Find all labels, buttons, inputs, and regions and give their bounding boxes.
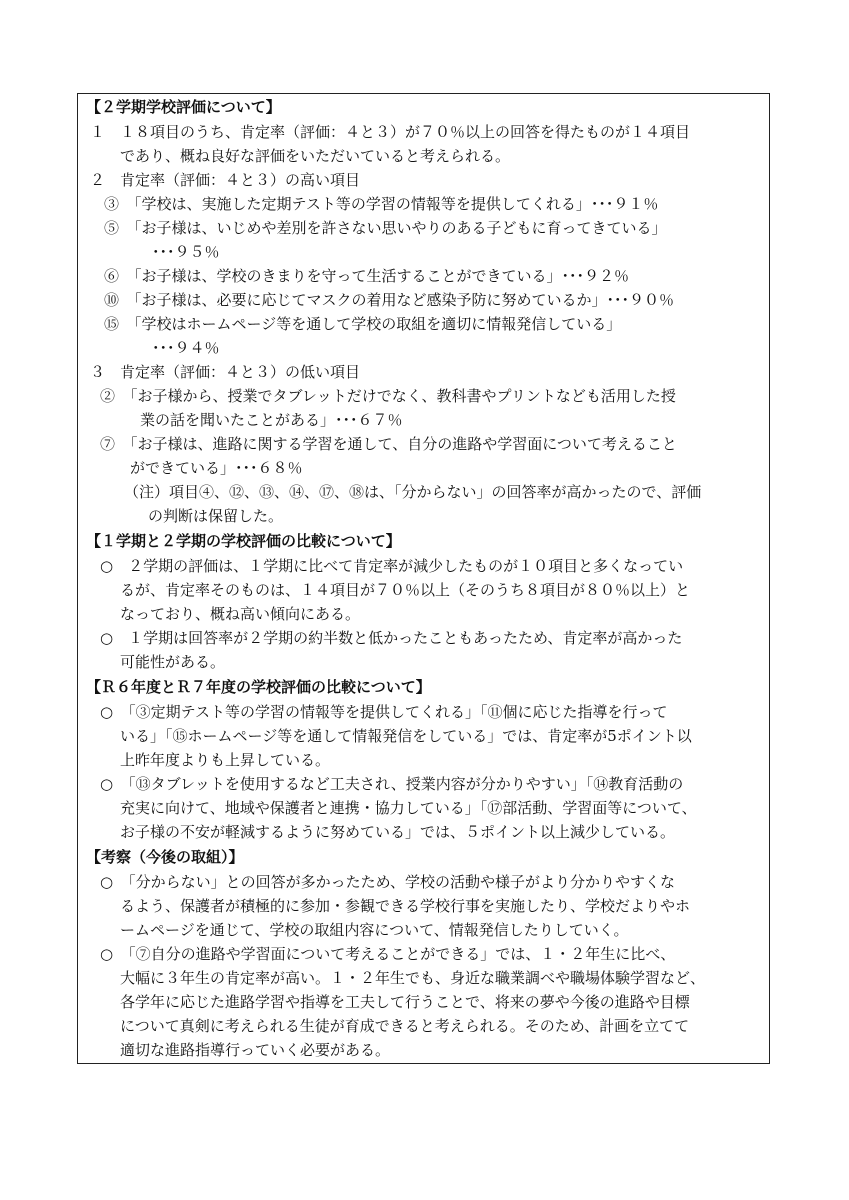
text-line: ○ ２学期の評価は、１学期に比べて肯定率が減少したものが１０項目と多くなってい	[100, 557, 684, 575]
note-line: （注）項目④、⑫、⑬、⑭、⑰、⑱は、「分からない」の回答率が高かったので、評価	[124, 483, 702, 501]
text-line: ･･･９５％	[152, 243, 220, 261]
text-line: ームページを通じて、学校の取組内容について、情報発信したりしていく。	[120, 921, 629, 939]
text-line: るが、肯定率そのものは、１４項目が７０％以上（そのうち８項目が８０％以上）と	[120, 581, 691, 599]
heading-term-comparison: 【１学期と２学期の学校評価の比較について】	[86, 532, 401, 550]
text-line: 上昨年度よりも上昇している。	[120, 751, 331, 769]
text-line: るよう、保護者が積極的に参加・参観できる学校行事を実施したり、学校だよりやホ	[120, 897, 691, 915]
text-line: ○ 「⑬タブレットを使用するなど工夫され、授業内容が分かりやすい」「⑭教育活動の	[100, 775, 684, 793]
text-line: ･･･９４％	[152, 339, 220, 357]
text-line: ⑩ 「お子様は、必要に応じてマスクの着用など感染予防に努めているか」･･･９０％	[104, 291, 675, 309]
text-line: ○ 「分からない」との回答が多かったため、学校の活動や様子がより分かりやすくな	[100, 873, 675, 891]
text-line: ⑦ 「お子様は、進路に関する学習を通して、自分の進路や学習面について考えること	[100, 435, 677, 453]
text-line: 充実に向けて、地域や保護者と連携・協力している」「⑰部活動、学習面等について、	[120, 799, 697, 817]
text-line: ⑮ 「学校はホームページ等を通して学校の取組を適切に情報発信している」	[104, 315, 622, 333]
heading-considerations: 【考察（今後の取組）】	[86, 848, 244, 866]
note-line: の判断は保留した。	[148, 507, 284, 525]
text-line: ができている」･･･６８％	[130, 459, 303, 477]
text-line: ○ 「⑦自分の進路や学習面について考えることができる」では、１・２年生に比べ、	[100, 945, 676, 963]
text-line: なっており、概ね高い傾向にある。	[120, 605, 361, 623]
text-line: お子様の不安が軽減するように努めている」では、５ポイント以上減少している。	[120, 823, 676, 841]
text-line: 各学年に応じた進路学習や指導を工夫して行うことで、将来の夢や今後の進路や目標	[120, 993, 690, 1011]
text-line: 業の話を聞いたことがある」･･･６７％	[140, 411, 403, 429]
text-line: 可能性がある。	[120, 653, 226, 671]
heading-year-comparison: 【Ｒ６年度とＲ７年度の学校評価の比較について】	[86, 678, 431, 696]
text-line: ３ 肯定率（評価：４と３）の低い項目	[90, 363, 361, 381]
text-line: １ １８項目のうち、肯定率（評価：４と３）が７０％以上の回答を得たものが１４項目	[90, 123, 691, 141]
text-line: ② 「お子様から、授業でタブレットだけでなく、教科書やプリントなども活用した授	[100, 387, 676, 405]
text-line: ２ 肯定率（評価：４と３）の高い項目	[90, 171, 361, 189]
evaluation-report-box	[77, 93, 770, 1064]
text-line: について真剣に考えられる生徒が育成できると考えられる。そのため、計画を立てて	[120, 1017, 690, 1035]
text-line: ○ 「③定期テスト等の学習の情報等を提供してくれる」「⑪個に応じた指導を行って	[100, 703, 668, 721]
text-line: 大幅に３年生の肯定率が高い。１・２年生でも、身近な職業調べや職場体験学習など、	[120, 969, 706, 987]
text-line: いる」「⑮ホームページ等を通して情報発信をしている」では、肯定率が5ポイント以	[120, 727, 692, 745]
text-line: 適切な進路指導行っていく必要がある。	[120, 1041, 391, 1059]
text-line: であり、概ね良好な評価をいただいていると考えられる。	[120, 147, 511, 165]
text-line: ○ １学期は回答率が２学期の約半数と低かったこともあったため、肯定率が高かった	[100, 629, 683, 647]
text-line: ⑤ 「お子様は、いじめや差別を許さない思いやりのある子どもに育ってきている」	[104, 219, 667, 237]
text-line: ⑥ 「お子様は、学校のきまりを守って生活することができている」･･･９２％	[104, 267, 630, 285]
text-line: ③ 「学校は、実施した定期テスト等の学習の情報等を提供してくれる」･･･９１％	[104, 195, 659, 213]
heading-term2: 【２学期学校評価について】	[86, 98, 281, 116]
